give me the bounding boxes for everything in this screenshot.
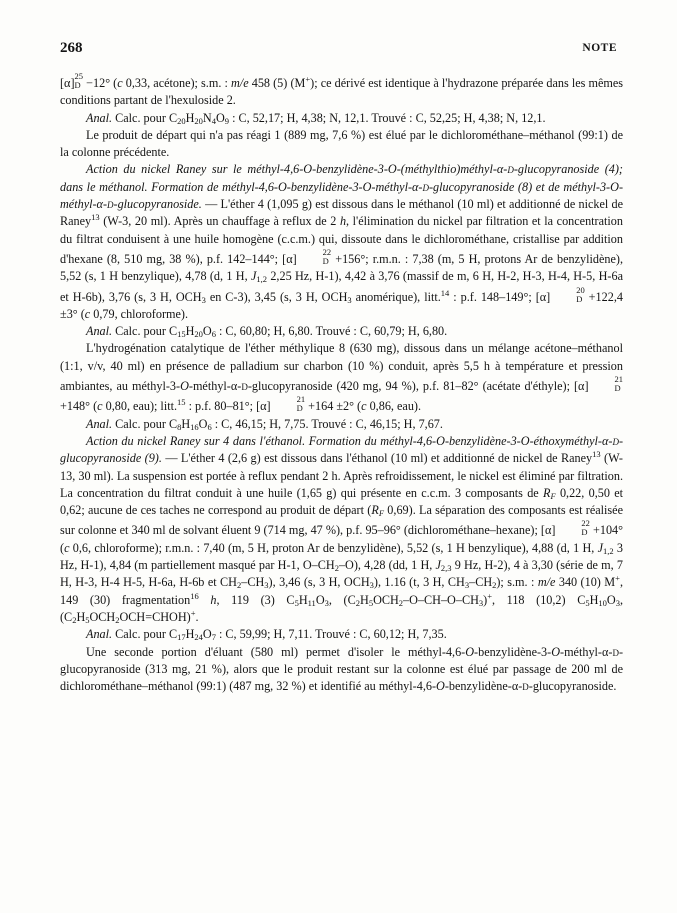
paragraph-10: Une seconde portion d'éluant (580 ml) permet d'isoler le méthyl-4,6-O-benzylidène-3-O-méthyl-α-d-glucopyranoside (313 mg, 21 %), alors que le produit restant sur la colonne est élué par passage de 200 ml de dichlorométhane–méthanol (99:1) (487 mg, 32 %) et identifié au méthyl-4,6-O-benzylidène-α-d-glucopyranoside. (60, 644, 623, 694)
paragraph-2: Anal. Calc. pour $C_{20}H_{20}N_4O_9$ : C, 52,17; H, 4,38; N, 12,1. Trouvé : C, 52,25; H, 4,38; N, 12,1. (86, 110, 546, 126)
paragraph-4: Action du nickel Raney sur le méthyl-4,6-O-benzylidène-3-O-(méthylthio)méthyl-α-d-glucopyranoside (4); dans le méthanol. Formation de méthyl-4,6-O-benzylidène-3-O-méthyl-α-d-glucopyranoside (8) et de méthyl-3-O-méthyl-α-d-glucopyranoside. — L'éther 4 (1,095 g) est dissous dans le méthanol (10 ml) et additionné de nickel de Raney$^{13}$ (W-3, 20 ml). Après un chauffage à reflux de 2 h, l'élimination du nickel par filtration et la concentration du filtrat conduisent à une huile homogène (c.c.m.) qui, dissoute dans le dichlorométhane, cristallise par addition d'hexane (8, 510 mg, 38 %), p.f. 142–144°; [α] 22 D +156°; r.m.n. : 7,38 (m, 5 H, protons Ar de benzylidène), 5,52 (s, 1 H benzylique), 4,78 (d, 1 H, $J_{1,2}$ 2,25 Hz, H-1), 4,42 à 3,76 (massif de m, 6 H, H-2, H-3, H-4, H-5, H-6a et H-6b), 3,76 (s, 3 H, $OCH_3$ en C-3), 3,45 (s, 3 H, $OCH_3$ anomérique), litt.$^{14}$ : p.f. 148–149°; [α] 20 D +122,4 ±3° (c 0,79, chloroforme). (60, 162, 623, 321)
paragraph-8: Action du nickel Raney sur 4 dans l'éthanol. Formation du méthyl-4,6-O-benzylidène-3-O-éthoxyméthyl-α-d-glucopyranoside (9). — L'éther 4 (2,6 g) est dissous dans l'éthanol (10 ml) et additionné de nickel de Raney$^{13}$ (W-13, 30 ml). La suspension est portée à reflux pendant 2 h. Après refroidissement, le nickel est éliminé par filtration. La concentration du filtrat conduit à une huile (1,65 g) qui présente en c.c.m. 3 composants de $R_F$ 0,22, 0,50 et 0,62; aucune de ces taches ne correspond au produit de départ ($R_F$ 0,69). La séparation des composants est réalisée sur colonne et 340 ml de solvant éluent 9 (714 mg, 47 %), p.f. 95–96° (dichlorométhane–hexane); [α] 22 D +104° (c 0,6, chloroforme); r.m.n. : 7,40 (m, 5 H, proton Ar de benzylidène), 5,52 (s, 1 H benzylique), 4,88 (d, 1 H, $J_{1,2}$ 3 Hz, H-1), 4,84 (m partiellement masqué par H-1, $O-CH_2-O$), 4,28 (dd, 1 H, $J_{2,3}$ 9 Hz, H-2), 4 à 3,30 (série de m, 7 H, H-3, H-4 H-5, H-6a, H-6b et $CH_2-CH_3$), 3,46 (s, 3 H, $OCH_3$), 1.16 (t, 3 H, $CH_3-CH_2$); s.m. : m/e 340 (10) M+, 149 (30) fragmentation$^{16}$ h, 119 (3) $C_5H_{11}O_3$, $(C_2H_5OCH_2-O-CH-O-CH_3)^+$, 118 (10,2) $C_5H_{10}O_3$, $(C_2H_5OCH_2OCH=CHOH)^+$. (60, 433, 624, 625)
paragraph-1: [α] 25 D −12° (c 0,33, acétone); s.m. : m/e 458 (5) (M+); ce dérivé est identique à l'hydrazone préparée dans les mêmes conditions partant de l'hexuloside 2. (60, 71, 624, 108)
paragraph-6: L'hydrogénation catalytique de l'éther méthylique 8 (630 mg), dissous dans un mélange acétone–méthanol (1:1, v/v, 40 ml) en présence de palladium sur charbon (10 %) conduit, après 5,5 h à température et pression ambiantes, au méthyl-3-O-méthyl-α-d-glucopyranoside (420 mg, 94 %), p.f. 81–82° (acétate d'éthyle); [α] 21 D +148° (c 0,80, eau); litt.$^{15}$ : p.f. 80–81°; [α] 21 D +164 ±2° (c 0,86, eau). (60, 341, 624, 414)
paragraph-5: Anal. Calc. pour $C_{15}H_{20}O_6$ : C, 60,80; H, 6,80. Trouvé : C, 60,79; H, 6,80. (86, 324, 448, 340)
running-title: NOTE (582, 42, 617, 54)
paragraph-7: Anal. Calc. pour $C_8H_{16}O_6$ : C, 46,15; H, 7,75. Trouvé : C, 46,15; H, 7,67. (86, 416, 443, 432)
paragraph-3: Le produit de départ qui n'a pas réagi 1 (889 mg, 7,6 %) est élué par le dichlorométhane–méthanol (99:1) de la colonne précédente. (60, 127, 623, 160)
page-number: 268 (60, 40, 83, 56)
body-text (60, 72, 623, 695)
paragraph-9: Anal. Calc. pour $C_{17}H_{24}O_7$ : C, 59,99; H, 7,11. Trouvé : C, 60,12; H, 7,35. (86, 627, 447, 643)
